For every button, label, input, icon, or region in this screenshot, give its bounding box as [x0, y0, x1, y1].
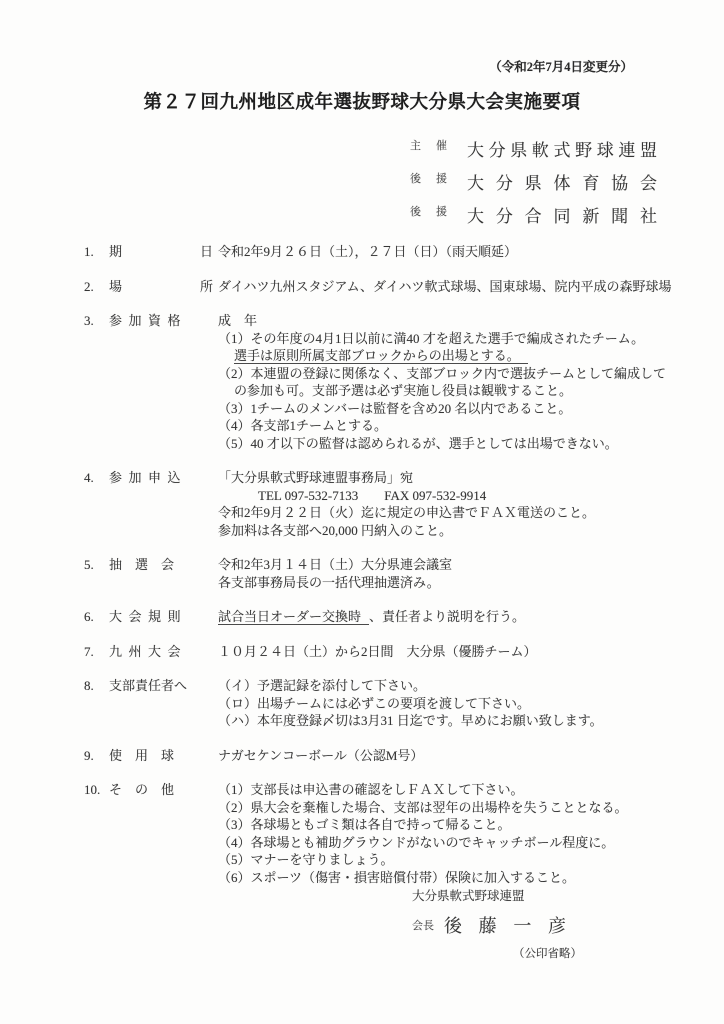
section-content [218, 643, 724, 661]
section-4 [0, 469, 724, 539]
row-text: 令和2年9月２６日（土），２７日（日）（雨天順延） [218, 244, 518, 259]
sponsor-name-char: 連 [618, 141, 636, 160]
section-label: 期 日 [109, 244, 214, 259]
sponsor-role [410, 203, 447, 219]
sponsor-name-char: 同 [553, 207, 571, 226]
section-number: 10. [84, 782, 101, 797]
seal-omitted-note: （公印省略） [513, 948, 582, 960]
section-content [218, 608, 724, 626]
section-content [218, 469, 724, 539]
section-row [218, 556, 724, 574]
section-row [218, 243, 724, 261]
section-number: 5. [84, 557, 94, 572]
section-row [218, 816, 724, 834]
chairman-row [412, 913, 582, 937]
row-text: （2）県大会を棄権した場合、支部は翌年の出場枠を失うこととなる。 [218, 799, 628, 815]
sponsor-name-char: 協 [611, 174, 629, 193]
section-3 [0, 312, 724, 452]
sponsor-name-char: 式 [553, 141, 571, 160]
section-row [218, 417, 724, 435]
section-label: 場 所 [109, 278, 214, 294]
section-content [218, 677, 724, 730]
chairman-name [444, 912, 566, 938]
row-text: １０月２４日（土）から2日間 大分県（優勝チーム） [218, 643, 537, 659]
section-row [218, 799, 724, 817]
sponsor-role-char: 後 [410, 206, 421, 218]
row-text: 「大分県軟式野球連盟事務局」宛 [218, 470, 414, 485]
section-label: そ の 他 [109, 782, 175, 797]
chairman-name-char: 藤 [478, 916, 497, 936]
section-5 [0, 556, 724, 591]
section-row [218, 781, 724, 799]
section-label: 抽 選 会 [109, 557, 175, 572]
section-row [218, 834, 724, 852]
sponsor-role-char: 主 [410, 140, 421, 152]
sponsor-name-char: 分 [488, 141, 506, 160]
sponsor-name-char: 合 [524, 207, 542, 226]
row-text: （1）その年度の4月1日以前に満40 才を超えた選手で編成されたチーム。 [218, 330, 645, 346]
section-list [0, 243, 724, 903]
row-text: （6）スポーツ（傷害・損害賠償付帯）保険に加入すること。 [218, 869, 575, 885]
section-row [218, 869, 724, 887]
row-text: （イ）予選記録を添付して下さい。 [218, 678, 427, 693]
sponsor-name [467, 169, 657, 194]
row-text: 令和2年9月２２日（火）迄に規定の申込書でＦＡＸ電送のこと。 [218, 505, 596, 520]
section-content [218, 278, 724, 296]
section-row [218, 574, 724, 592]
row-text: （5）40 才以下の監督は認められるが、選手としては出場できない。 [218, 435, 618, 451]
row-text: （ハ）本年度登録〆切は3月31 日迄です。早めにお願い致します。 [218, 713, 603, 728]
chairman-name-char: 彦 [547, 916, 566, 936]
underlined-text: 選手は原則所属支部ブロックからの出場とする。 [234, 348, 528, 364]
row-text: ダイハツ九州スタジアム、ダイハツ軟式球場、国東球場、院内平成の森野球場 [218, 278, 672, 294]
row-text: （3）各球場ともゴミ類は各自で持って帰ること。 [218, 817, 511, 832]
underlined-text: 試合当日オーダー交換時 [218, 609, 369, 625]
section-row [218, 643, 724, 661]
section-7 [0, 643, 724, 661]
sponsor-name-char: 軟 [531, 141, 549, 160]
sponsor-name-char: 体 [553, 174, 571, 193]
section-row [218, 608, 724, 626]
row-text: （1）支部長は申込書の確認をしＦＡＸして下さい。 [218, 782, 524, 797]
sponsor-row-1 [410, 169, 657, 193]
section-row [218, 851, 724, 869]
row-text: 令和2年3月１４日（土）大分県連会議室 [218, 557, 453, 572]
sponsor-role [410, 137, 447, 153]
sponsor-name-char: 新 [582, 207, 600, 226]
sponsor-row-2 [410, 202, 657, 226]
sponsor-name-char: 県 [524, 174, 542, 193]
section-number: 4. [84, 470, 94, 485]
section-number: 1. [84, 244, 94, 259]
signature-organization: 大分県軟式野球連盟 [412, 889, 525, 903]
section-9 [0, 747, 724, 765]
row-text: 各支部事務局長の一括代理抽選済み。 [218, 574, 440, 590]
signature-block [412, 886, 582, 961]
sponsor-name-char: 会 [639, 174, 657, 193]
sponsor-name-char: 野 [575, 141, 593, 160]
section-row [218, 677, 724, 695]
section-row [218, 522, 724, 540]
section-row [218, 347, 724, 365]
section-10 [0, 781, 724, 886]
row-text: の参加も可。支部予選は必ず実施し役員は観戦すること。 [234, 383, 573, 398]
section-row [218, 747, 724, 765]
row-text: ナガセケンコーボール（公認M号） [218, 747, 424, 763]
sponsor-name-char: 盟 [640, 141, 657, 160]
chairman-title: 会長 [412, 920, 434, 932]
section-row [218, 278, 724, 296]
section-number: 3. [84, 313, 94, 328]
section-content [218, 781, 724, 886]
section-number: 6. [84, 609, 94, 624]
row-text: （2）本連盟の登録に関係なく、支部ブロック内で選抜チームとして編成して [218, 365, 666, 381]
section-row [218, 330, 724, 348]
revision-date-note: （令和2年7月4日変更分） [489, 60, 633, 74]
section-row [218, 487, 724, 505]
row-text: （ロ）出場チームには必ずこの要項を渡して下さい。 [218, 695, 531, 711]
section-label: 参 加 申 込 [109, 470, 181, 485]
section-row [218, 365, 724, 383]
sponsor-name-char: 育 [582, 174, 600, 193]
section-content [218, 312, 724, 452]
sponsor-name-char: 大 [467, 174, 484, 193]
chairman-name-char: 後 [444, 916, 462, 936]
sponsor-name-char: 県 [510, 141, 528, 160]
sponsor-role-char: 催 [436, 140, 447, 152]
sponsor-role [410, 170, 447, 186]
section-label: 使 用 球 [109, 747, 175, 763]
sponsor-name [467, 136, 657, 161]
section-1 [0, 243, 724, 261]
section-row [218, 400, 724, 418]
row-text: 参加料は各支部へ20,000 円納入のこと。 [218, 522, 453, 538]
sponsor-role-char: 援 [436, 206, 447, 218]
section-number: 9. [84, 747, 94, 763]
row-text: （5）マナーを守りましょう。 [218, 852, 394, 867]
document-title: 第２７回九州地区成年選抜野球大分県大会実施要項 [143, 93, 581, 113]
section-6 [0, 608, 724, 626]
section-8 [0, 677, 724, 730]
section-row [218, 695, 724, 713]
section-row [218, 712, 724, 730]
sponsor-name-char: 分 [495, 207, 513, 226]
section-row [218, 312, 724, 330]
sponsor-name-char: 分 [495, 174, 513, 193]
sponsor-name-char: 聞 [611, 207, 629, 226]
sponsor-block [410, 136, 657, 235]
section-number: 2. [84, 278, 94, 294]
section-row [218, 504, 724, 522]
chairman-name-char: 一 [513, 916, 532, 936]
sponsor-role-char: 後 [410, 173, 421, 185]
sponsor-name-char: 球 [596, 141, 614, 160]
row-text: （4）各支部1チームとする。 [218, 418, 388, 433]
section-content [218, 243, 724, 261]
row-text: 、責任者より説明を行う。 [369, 609, 526, 624]
section-number: 7. [84, 643, 94, 659]
section-row [218, 435, 724, 453]
sponsor-row-0 [410, 136, 657, 160]
sponsor-name-char: 社 [639, 207, 657, 226]
sponsor-name-char: 大 [467, 207, 484, 226]
sponsor-name [467, 202, 657, 227]
sponsor-name-char: 大 [467, 141, 484, 160]
section-content [218, 747, 724, 765]
section-number: 8. [84, 678, 94, 693]
section-row [218, 382, 724, 400]
section-label: 大 会 規 則 [109, 609, 181, 624]
section-row [218, 469, 724, 487]
row-text: （4）各球場とも補助グラウンドがないのでキャッチボール程度に。 [218, 834, 615, 850]
row-text: 成 年 [218, 313, 258, 328]
section-label: 参 加 資 格 [109, 313, 181, 328]
row-text: TEL 097-532-7133 FAX 097-532-9914 [258, 487, 487, 503]
section-label: 支部責任者へ [109, 678, 188, 693]
sponsor-role-char: 援 [436, 173, 447, 185]
section-content [218, 556, 724, 591]
section-2 [0, 278, 724, 296]
row-text: （3）1チームのメンバーは監督を含め20 名以内であること。 [218, 400, 572, 416]
section-label: 九 州 大 会 [109, 643, 181, 659]
